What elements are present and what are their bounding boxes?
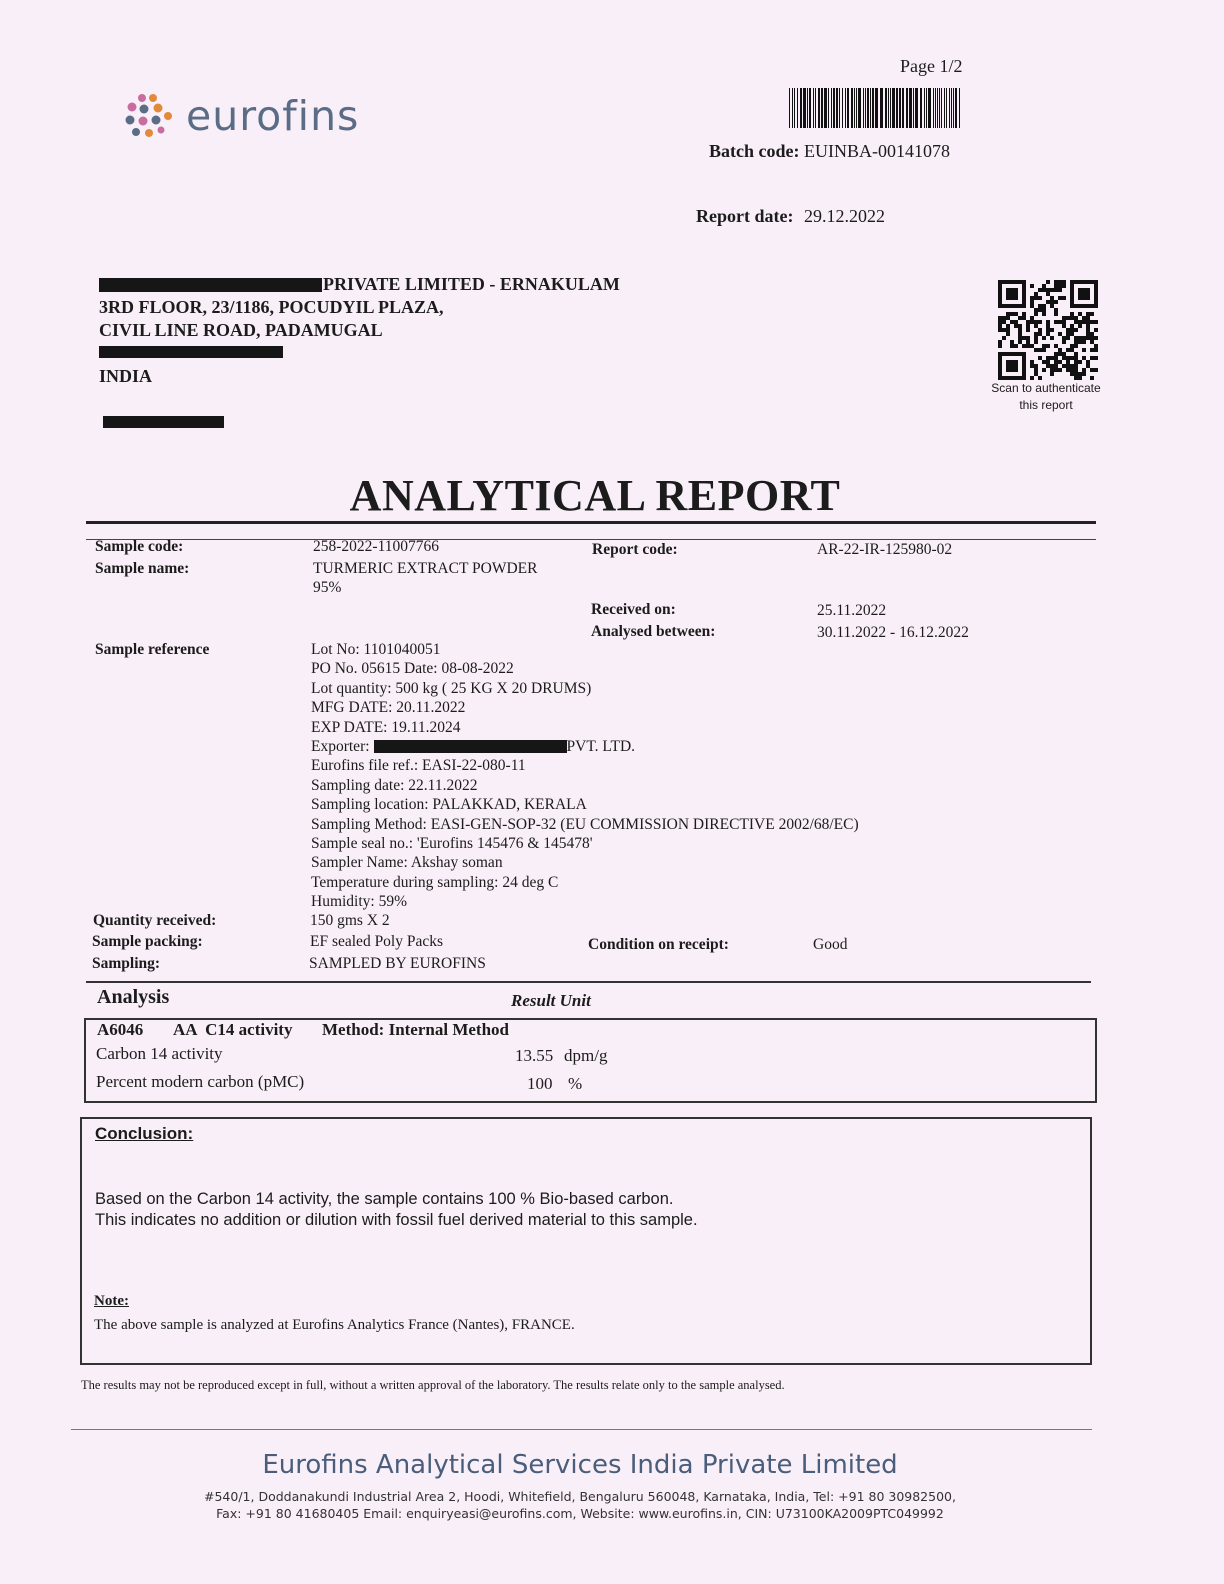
sample-name-label: Sample name: (95, 560, 190, 577)
report-date-value: 29.12.2022 (803, 206, 885, 226)
analysis-table (84, 1018, 1097, 1103)
received-on-label: Received on: (591, 601, 676, 618)
batch-code-value: EUINBA-00141078 (803, 141, 950, 161)
sample-name-value: TURMERIC EXTRACT POWDER (313, 560, 538, 577)
redaction-bar (99, 346, 283, 358)
analysis-row-result: 13.55 (515, 1046, 554, 1065)
reference-line: Sampling Method: EASI-GEN-SOP-32 (EU COMMISSION DIRECTIVE 2002/68/EC) (311, 815, 859, 833)
conclusion-line: Based on the Carbon 14 activity, the sample contains 100 % Bio-based carbon. (95, 1190, 674, 1208)
sampling-label: Sampling: (92, 955, 161, 972)
analysis-row-name: Percent modern carbon (pMC) (96, 1072, 305, 1091)
sample-code-label: Sample code: (95, 538, 184, 555)
condition-value: Good (813, 936, 848, 953)
footer-address: #540/1, Doddanakundi Industrial Area 2, Hoodi, Whitefield, Bengaluru 560048, Karnataka, India, Tel: +91 80 30982500, (204, 1489, 956, 1504)
barcode-icon (789, 88, 961, 128)
analysis-row-unit: dpm/g (564, 1046, 608, 1065)
sample-packing-value: EF sealed Poly Packs (310, 933, 444, 950)
divider (71, 1429, 1092, 1430)
eurofins-logo-icon (122, 92, 178, 142)
logo-text: eurofins (186, 92, 360, 140)
report-date (696, 206, 885, 227)
divider (86, 539, 1096, 540)
reference-line: Sampling location: PALAKKAD, KERALA (311, 796, 587, 814)
analysis-row-name: Carbon 14 activity (96, 1044, 223, 1063)
analysed-between-label: Analysed between: (591, 623, 716, 640)
sample-reference-list (311, 640, 859, 912)
address-country: INDIA (99, 366, 153, 386)
sample-code-value: 258-2022-11007766 (313, 538, 439, 555)
qr-caption-line: this report (1019, 398, 1073, 412)
reference-line: Sampler Name: Akshay soman (311, 854, 503, 872)
result-unit-header: Result Unit (511, 991, 591, 1010)
disclaimer: The results may not be reproduced except in full, without a written approval of the laboratory. The results relate only to the sample analysed. (81, 1378, 785, 1392)
reference-line: EXP DATE: 19.11.2024 (311, 718, 461, 736)
condition-label: Condition on receipt: (588, 936, 729, 953)
method: Method: Internal Method (322, 1020, 509, 1039)
conclusion-line: This indicates no addition or dilution with fossil fuel derived material to this sample. (95, 1211, 698, 1229)
report-code-label: Report code: (592, 541, 678, 558)
note-heading: Note: (94, 1293, 129, 1309)
note-text: The above sample is analyzed at Eurofins Analytics France (Nantes), FRANCE. (94, 1317, 575, 1333)
quantity-received-value: 150 gms X 2 (310, 912, 390, 929)
sample-name-value-2: 95% (313, 579, 342, 596)
batch-code (709, 141, 950, 162)
page-number: Page 1/2 (900, 56, 963, 76)
qr-code-icon[interactable] (998, 280, 1098, 380)
reference-line: Sampling date: 22.11.2022 (311, 776, 478, 794)
reference-line-exporter (311, 737, 859, 756)
reference-line: Sample seal no.: 'Eurofins 145476 & 145478' (311, 835, 593, 853)
received-on-value: 25.11.2022 (817, 602, 887, 619)
sample-reference-label: Sample reference (95, 641, 210, 658)
sample-packing-label: Sample packing: (92, 933, 203, 950)
reference-line: Eurofins file ref.: EASI-22-080-11 (311, 757, 526, 775)
analysis-heading: Analysis (97, 986, 170, 1008)
sampling-value: SAMPLED BY EUROFINS (309, 955, 486, 972)
redaction-bar (374, 740, 567, 753)
conclusion-heading: Conclusion: (95, 1124, 194, 1143)
quantity-received-label: Quantity received: (93, 912, 217, 929)
qr-caption-line: Scan to authenticate (991, 381, 1101, 395)
divider (86, 521, 1096, 524)
divider (86, 981, 1091, 983)
reference-line: Lot No: 1101040051 (311, 641, 441, 658)
redaction-bar (99, 278, 322, 292)
reference-line: MFG DATE: 20.11.2022 (311, 699, 466, 717)
reference-line: Temperature during sampling: 24 deg C (311, 873, 559, 891)
exporter-label: Exporter: (311, 738, 370, 756)
method-name: AA C14 activity (173, 1020, 293, 1039)
reference-line: PO No. 05615 Date: 08-08-2022 (311, 660, 514, 678)
address-line-3: CIVIL LINE ROAD, PADAMUGAL (99, 320, 383, 340)
reference-line: Humidity: 59% (311, 893, 408, 911)
exporter-suffix: PVT. LTD. (566, 738, 636, 756)
analysed-between-value: 30.11.2022 - 16.12.2022 (817, 624, 969, 641)
redaction-bar (103, 416, 224, 428)
method-code: A6046 (97, 1020, 144, 1039)
report-title: ANALYTICAL REPORT (349, 471, 841, 520)
address-line-1: PRIVATE LIMITED - ERNAKULAM (323, 274, 620, 294)
footer-company-name: Eurofins Analytical Services India Private Limited (262, 1450, 898, 1480)
qr-caption (976, 380, 1116, 414)
batch-code-label: Batch code: (709, 141, 800, 161)
address-line-2: 3RD FLOOR, 23/1186, POCUDYIL PLAZA, (99, 297, 444, 317)
report-date-label: Report date: (696, 206, 794, 226)
analysis-row-unit: % (568, 1074, 583, 1093)
reference-line: Lot quantity: 500 kg ( 25 KG X 20 DRUMS) (311, 679, 592, 697)
report-code-value: AR-22-IR-125980-02 (817, 541, 953, 558)
analysis-row-result: 100 (527, 1074, 553, 1093)
footer-contact: Fax: +91 80 41680405 Email: enquiryeasi@eurofins.com, Website: www.eurofins.in, CIN: U73100KA2009PTC049992 (216, 1506, 944, 1521)
